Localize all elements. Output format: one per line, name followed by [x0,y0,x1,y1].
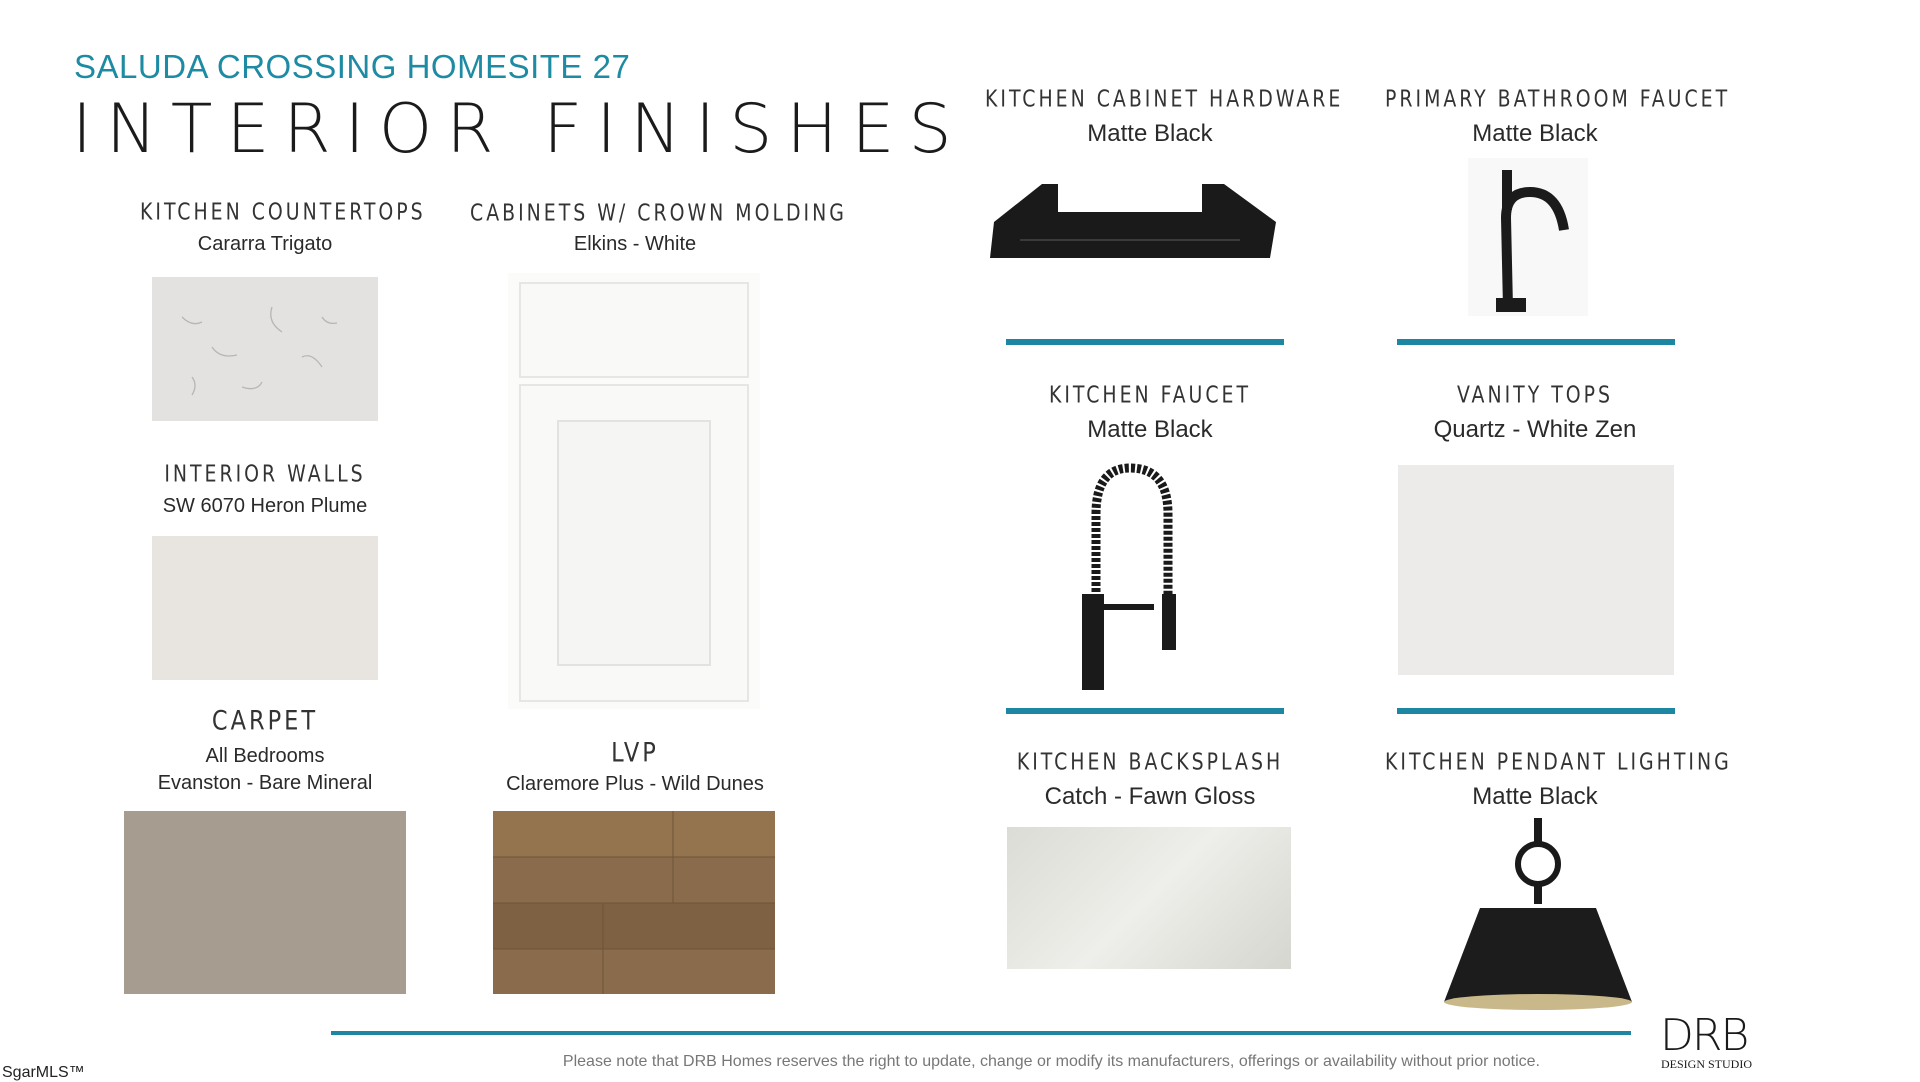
divider-bar [1006,339,1284,345]
cabinets-value: Elkins - White [573,233,697,255]
divider-bar [1397,339,1675,345]
mls-watermark: SgarMLS™ [2,1064,85,1081]
vanity-value: Quartz - White Zen [1433,416,1637,443]
bath-faucet-value: Matte Black [1472,120,1598,147]
countertops-label: KITCHEN COUNTERTOPS [140,199,426,225]
hardware-label: KITCHEN CABINET HARDWARE [985,86,1344,112]
kitchen-faucet-image [1060,454,1200,694]
pendant-label: KITCHEN PENDANT LIGHTING [1385,749,1732,775]
drb-logo: DRB [1660,1010,1748,1061]
backsplash-value: Catch - Fawn Gloss [1044,783,1256,810]
bath-faucet-label: PRIMARY BATHROOM FAUCET [1385,86,1731,112]
walls-value: SW 6070 Heron Plume [162,495,368,517]
cabinets-label: CABINETS W/ CROWN MOLDING [470,200,847,226]
page-title: INTERIOR FINISHES [72,90,966,169]
carpet-swatch [124,811,406,994]
page-subtitle: SALUDA CROSSING HOMESITE 27 [74,48,631,85]
pendant-light-image [1436,818,1636,1014]
cabinet-pull-image [980,172,1280,262]
kitchen-faucet-value: Matte Black [1087,416,1213,443]
walls-swatch [152,536,378,680]
carpet-label: CARPET [211,704,319,737]
divider-bar [1397,708,1675,714]
carpet-value-style: Evanston - Bare Mineral [157,772,373,794]
hardware-value: Matte Black [1087,120,1213,147]
pendant-value: Matte Black [1472,783,1598,810]
kitchen-faucet-label: KITCHEN FAUCET [1048,382,1252,408]
footer-divider [331,1031,1631,1035]
cabinet-door-image [508,273,760,709]
countertop-swatch [152,277,378,421]
walls-label: INTERIOR WALLS [164,461,366,487]
lvp-value: Claremore Plus - Wild Dunes [506,773,764,795]
backsplash-label: KITCHEN BACKSPLASH [1016,749,1284,775]
vanity-swatch [1398,465,1674,675]
carpet-value-room: All Bedrooms [205,745,325,767]
bath-faucet-image [1468,158,1588,316]
divider-bar [1006,708,1284,714]
backsplash-swatch [1007,827,1291,969]
vanity-label: VANITY TOPS [1456,382,1614,408]
disclaimer-note: Please note that DRB Homes reserves the right to update, change or modify its manufacturers, offerings or availability without prior notice. [562,1053,1540,1070]
countertops-value: Cararra Trigato [197,233,333,255]
drb-logo-subtitle: DESIGN STUDIO [1661,1057,1752,1071]
lvp-label: LVP [611,736,659,769]
lvp-swatch [493,811,775,994]
